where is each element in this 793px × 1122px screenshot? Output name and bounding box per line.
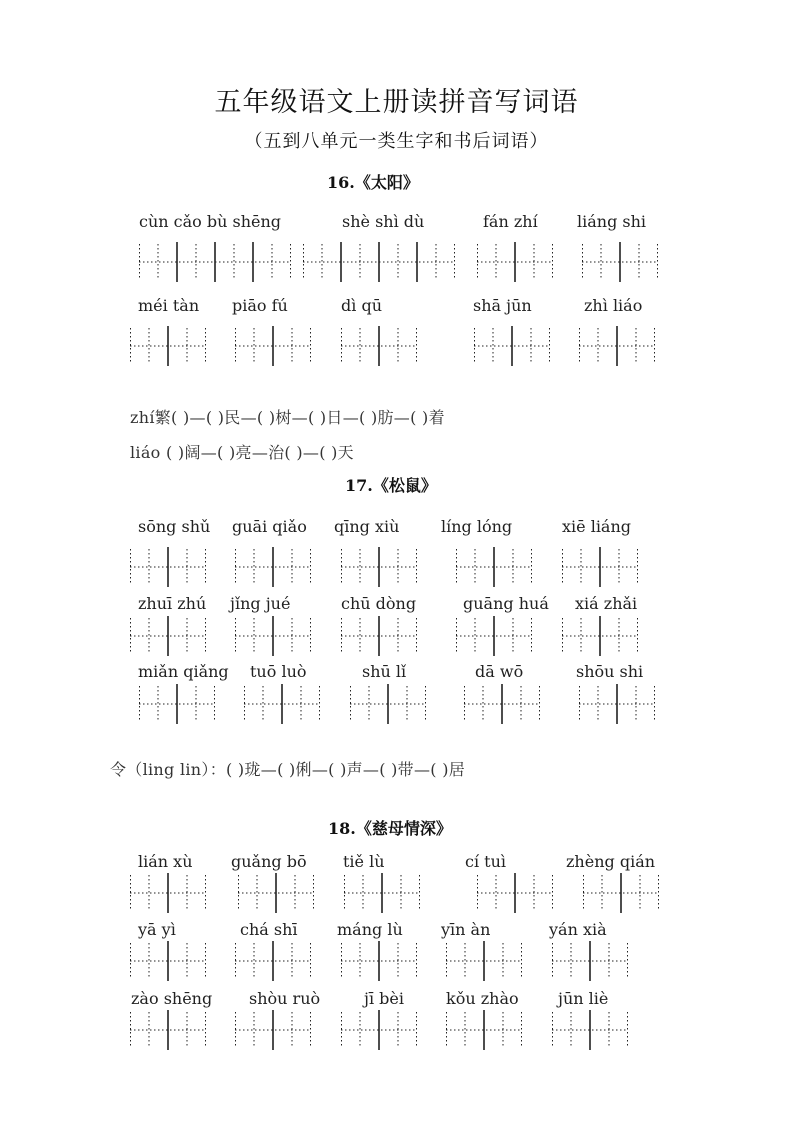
writing-grid[interactable] [235, 326, 311, 366]
lesson-16-heading: 16.《太阳》 [327, 173, 419, 192]
pinyin-label: guǎng bō [231, 852, 307, 871]
writing-grid[interactable] [238, 873, 314, 913]
lesson-18-heading: 18.《慈母情深》 [328, 819, 452, 838]
writing-grid[interactable] [456, 547, 532, 587]
pinyin-label: chá shī [240, 920, 298, 939]
lesson-17-heading: 17.《松鼠》 [345, 476, 437, 495]
pinyin-label: qīng xiù [334, 517, 400, 536]
writing-grid[interactable] [552, 941, 628, 981]
pinyin-label: shè shì dù [342, 212, 425, 231]
pinyin-label: jǐng jué [230, 594, 291, 613]
pinyin-label: yán xià [549, 920, 607, 939]
pinyin-label: shū lǐ [362, 662, 407, 681]
pinyin-label: guāng huá [463, 594, 549, 613]
pinyin-label: méi tàn [138, 296, 200, 315]
writing-grid[interactable] [341, 547, 417, 587]
writing-grid[interactable] [341, 326, 417, 366]
pinyin-label: dì qū [341, 296, 382, 315]
writing-grid[interactable] [464, 684, 540, 724]
writing-grid[interactable] [552, 1010, 628, 1050]
writing-grid[interactable] [139, 684, 215, 724]
writing-grid[interactable] [341, 1010, 417, 1050]
pinyin-label: máng lù [337, 920, 403, 939]
pinyin-label: tuō luò [250, 662, 307, 681]
pinyin-label: liáng shi [577, 212, 647, 231]
writing-grid[interactable] [477, 873, 553, 913]
writing-grid[interactable] [130, 873, 206, 913]
pinyin-label: kǒu zhào [446, 989, 519, 1008]
writing-grid[interactable] [139, 242, 291, 282]
writing-grid[interactable] [582, 242, 658, 282]
writing-grid[interactable] [235, 1010, 311, 1050]
writing-grid[interactable] [130, 941, 206, 981]
pinyin-label: xiē liáng [562, 517, 632, 536]
pinyin-label: yā yì [138, 920, 176, 939]
pinyin-label: zào shēng [131, 989, 213, 1008]
pinyin-label: cí tuì [465, 852, 507, 871]
writing-grid[interactable] [130, 326, 206, 366]
pinyin-label: sōng shǔ [138, 517, 211, 536]
pinyin-label: fán zhí [483, 212, 538, 231]
pinyin-label: guāi qiǎo [232, 517, 307, 536]
pinyin-label: yīn àn [441, 920, 491, 939]
writing-grid[interactable] [344, 873, 420, 913]
pinyin-label: jī bèi [364, 989, 404, 1008]
writing-grid[interactable] [456, 616, 532, 656]
pinyin-label: dā wō [475, 662, 524, 681]
writing-grid[interactable] [130, 1010, 206, 1050]
pinyin-label: zhuī zhú [138, 594, 207, 613]
writing-grid[interactable] [341, 941, 417, 981]
pinyin-label: líng lóng [441, 517, 513, 536]
writing-grid[interactable] [244, 684, 320, 724]
pinyin-label: chū dòng [341, 594, 417, 613]
pinyin-label: zhèng qián [566, 852, 656, 871]
page-title: 五年级语文上册读拼音写词语 [214, 87, 579, 118]
writing-grid[interactable] [474, 326, 550, 366]
pinyin-label: piāo fú [232, 296, 288, 315]
fill-in-exercise[interactable]: zhí繁( )—( )民—( )树—( )日—( )肪—( )着 [130, 408, 445, 427]
pinyin-label: tiě lù [343, 852, 385, 871]
pinyin-label: shòu ruò [249, 989, 321, 1008]
writing-grid[interactable] [562, 547, 638, 587]
writing-grid[interactable] [446, 1010, 522, 1050]
pinyin-label: xiá zhǎi [575, 594, 638, 613]
writing-grid[interactable] [303, 242, 455, 282]
pinyin-label: lián xù [138, 852, 193, 871]
writing-grid[interactable] [130, 547, 206, 587]
writing-grid[interactable] [583, 873, 659, 913]
pinyin-label: jūn liè [558, 989, 609, 1008]
writing-grid[interactable] [350, 684, 426, 724]
writing-grid[interactable] [477, 242, 553, 282]
writing-grid[interactable] [341, 616, 417, 656]
writing-grid[interactable] [235, 941, 311, 981]
writing-grid[interactable] [235, 547, 311, 587]
page-subtitle: （五到八单元一类生字和书后词语） [244, 131, 549, 152]
writing-grid[interactable] [579, 684, 655, 724]
writing-grid[interactable] [579, 326, 655, 366]
writing-grid[interactable] [130, 616, 206, 656]
pinyin-label: shā jūn [473, 296, 532, 315]
pinyin-label: shōu shi [576, 662, 644, 681]
fill-in-exercise[interactable]: liáo ( )阔—( )亮—治( )—( )天 [130, 443, 354, 462]
pinyin-label: cùn cǎo bù shēng [139, 212, 282, 231]
writing-grid[interactable] [235, 616, 311, 656]
pinyin-label: zhì liáo [584, 296, 643, 315]
pinyin-label: miǎn qiǎng [138, 662, 229, 681]
writing-grid[interactable] [562, 616, 638, 656]
writing-grid[interactable] [446, 941, 522, 981]
fill-in-exercise[interactable]: 令（ling lin）：( )珑—( )俐—( )声—( )带—( )居 [110, 760, 466, 779]
